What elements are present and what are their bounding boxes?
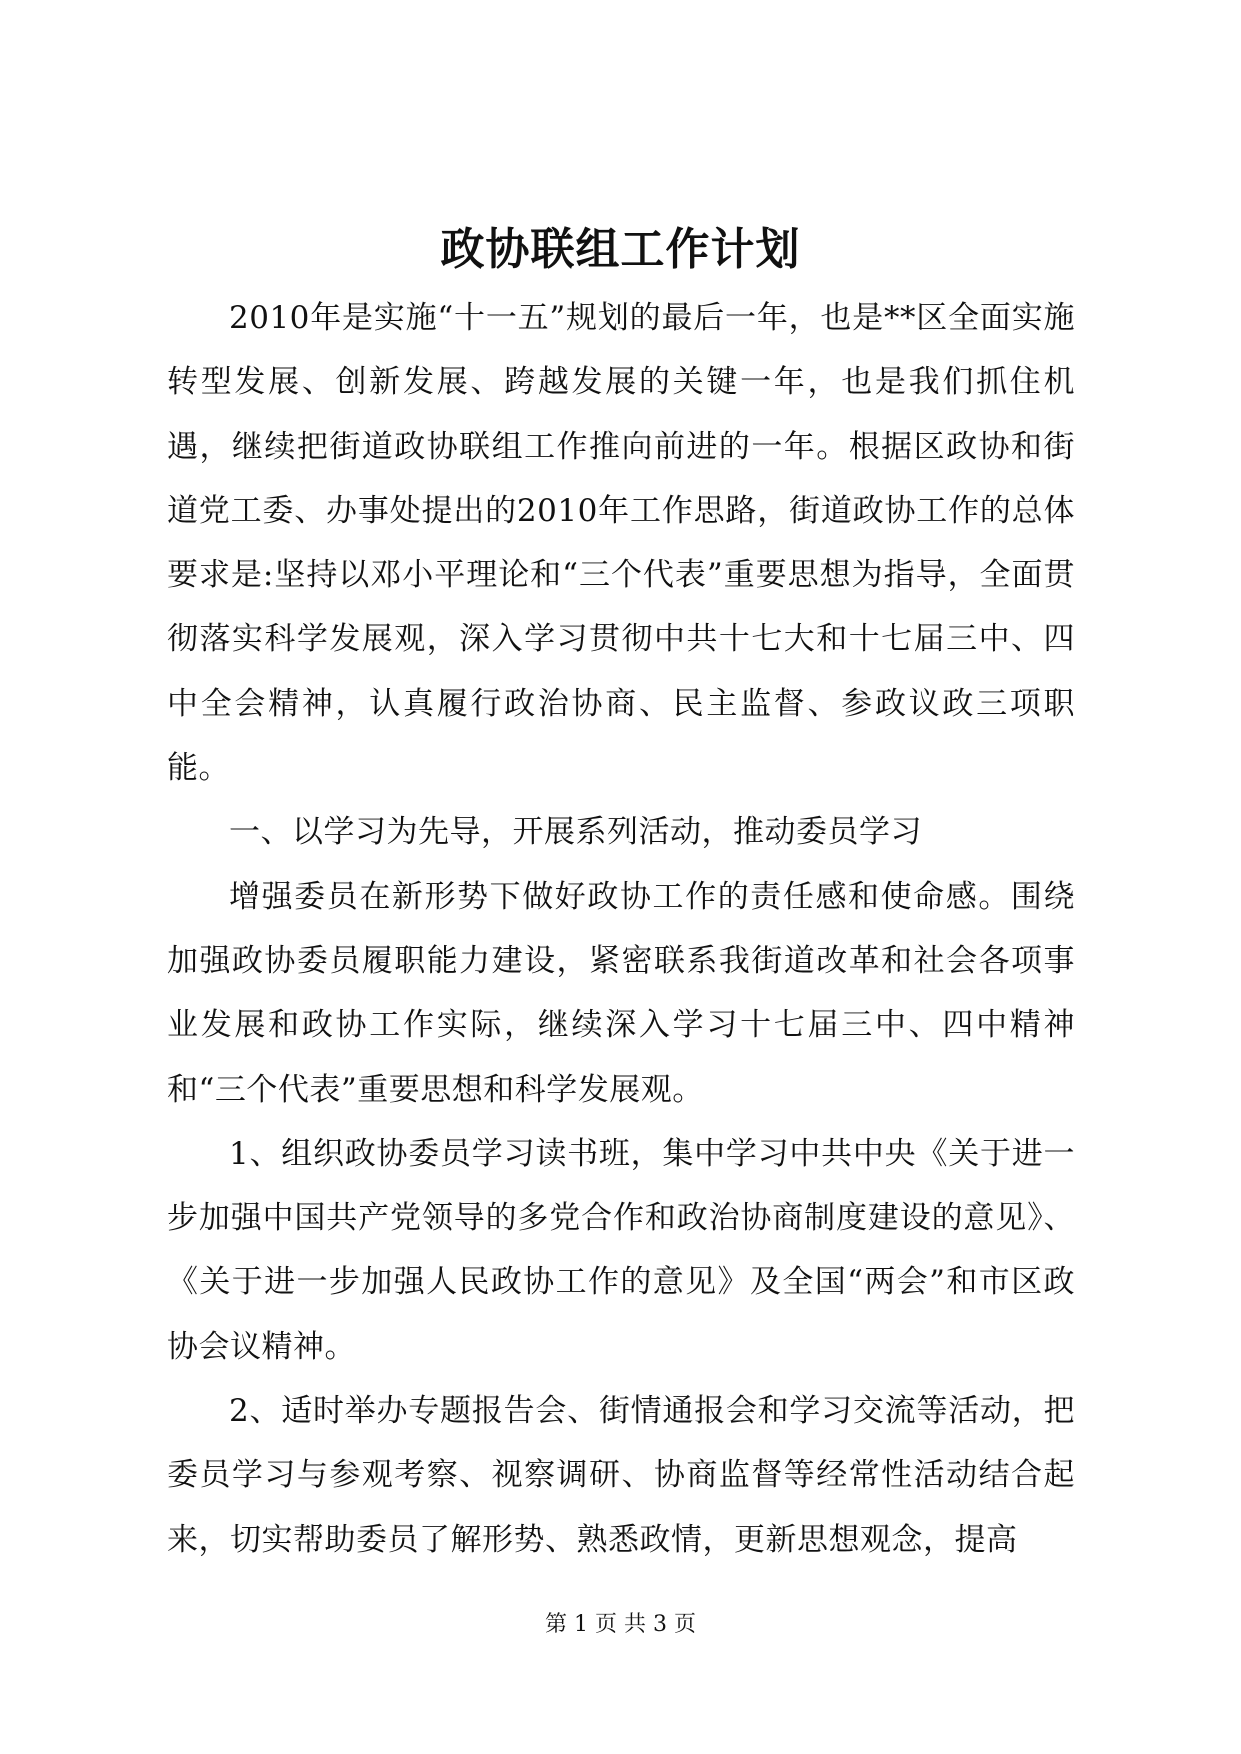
section-heading: 一、以学习为先导，开展系列活动，推动委员学习 (229, 814, 922, 851)
body-paragraph: 1、组织政协委员学习读书班，集中学习中共中央《关于进一步加强中国共产党领导的多党合作和政治协商制度建设的意见》、《关于进一步加强人民政协工作的意见》及全国“两会”和市区政协会议精神。 (167, 1135, 1075, 1365)
body-paragraph: 增强委员在新形势下做好政协工作的责任感和使命感。围绕加强政协委员履职能力建设，紧密联系我街道改革和社会各项事业发展和政协工作实际，继续深入学习十七届三中、四中精神和“三个代表”重要思想和科学发展观。 (167, 878, 1075, 1108)
document-title: 政协联组工作计划 (440, 224, 801, 275)
document-body (167, 286, 1075, 1572)
page-number-footer: 第 1 页 共 3 页 (545, 1612, 696, 1637)
body-paragraph: 2010年是实施“十一五”规划的最后一年，也是**区全面实施转型发展、创新发展、跨越发展的关键一年，也是我们抓住机遇，继续把街道政协联组工作推向前进的一年。根据区政协和街道党工委、办事处提出的2010年工作思路，街道政协工作的总体要求是:坚持以邓小平理论和“三个代表”重要思想为指导，全面贯彻落实科学发展观，深入学习贯彻中共十七大和十七届三中、四中全会精神，认真履行政治协商、民主监督、参政议政三项职能。 (167, 300, 1075, 787)
body-paragraph: 2、适时举办专题报告会、街情通报会和学习交流等活动，把委员学习与参观考察、视察调研、协商监督等经常性活动结合起来，切实帮助委员了解形势、熟悉政情，更新思想观念，提高 (167, 1393, 1075, 1558)
